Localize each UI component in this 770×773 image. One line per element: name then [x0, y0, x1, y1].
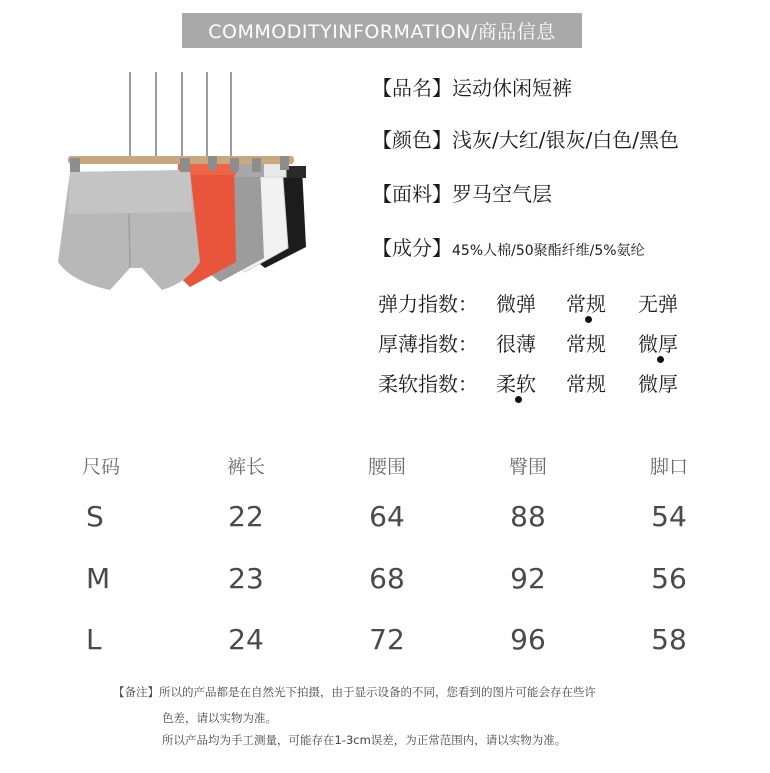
- scale-selected-dot: [657, 356, 664, 363]
- table-cell: 64: [369, 500, 405, 533]
- table-header: 裤长: [226, 456, 265, 478]
- note-line-1: 【备注】所以的产品都是在自然光下拍摄，由于显示设备的不同，您看到的图片可能会存在些许: [113, 685, 596, 699]
- scale-selected-dot: [585, 316, 592, 323]
- attribute-label: 【成分】: [372, 236, 452, 260]
- scale-thickness: [378, 328, 738, 358]
- table-cell-size: S: [86, 500, 104, 533]
- attribute-label: 【颜色】: [372, 128, 452, 152]
- attribute-label: 【品名】: [372, 76, 452, 100]
- scale-option: 无弹: [638, 292, 678, 316]
- note-line-2: 色差，请以实物为准。: [162, 711, 277, 725]
- attribute-product-name: [372, 72, 572, 101]
- scale-selected-dot: [515, 396, 522, 403]
- scale-softness: [378, 368, 738, 398]
- scale-option: 微厚: [638, 332, 678, 356]
- table-header: 腰围: [367, 456, 406, 478]
- attribute-fabric: [372, 178, 552, 207]
- table-cell: 96: [510, 623, 546, 656]
- table-cell: 22: [228, 500, 264, 533]
- table-cell: 92: [510, 562, 546, 595]
- table-cell: 23: [228, 562, 264, 595]
- attribute-color: [372, 124, 679, 153]
- attribute-composition: [372, 232, 645, 261]
- table-header: 尺码: [82, 456, 121, 478]
- attribute-value: 罗马空气层: [452, 182, 552, 206]
- attribute-label: 【面料】: [372, 182, 452, 206]
- scale-label: 弹力指数：: [378, 292, 478, 316]
- scale-option: 常规: [566, 332, 606, 356]
- table-cell: 68: [369, 562, 405, 595]
- product-photo-shorts: [50, 72, 320, 302]
- table-cell: 72: [369, 623, 405, 656]
- table-cell: 88: [510, 500, 546, 533]
- scale-option: 微弹: [496, 292, 536, 316]
- attribute-value: 45%人棉/50聚酯纤维/5%氨纶: [452, 243, 645, 259]
- note-line-3: 所以产品均为手工测量，可能存在1-3cm误差，为正常范围内，请以实物为准。: [162, 733, 567, 747]
- table-cell-size: L: [86, 623, 102, 656]
- table-header: 脚口: [649, 456, 688, 478]
- scale-option: 常规: [566, 292, 606, 316]
- table-cell: 54: [651, 500, 687, 533]
- table-cell-size: M: [86, 562, 111, 595]
- table-cell: 58: [651, 623, 687, 656]
- scale-option: 很薄: [496, 332, 536, 356]
- scale-option: 微厚: [638, 372, 678, 396]
- scale-option: 常规: [566, 372, 606, 396]
- attribute-value: 运动休闲短裤: [452, 76, 572, 100]
- attribute-value: 浅灰/大红/银灰/白色/黑色: [452, 128, 679, 152]
- scale-option: 柔软: [496, 372, 536, 396]
- scale-elasticity: [378, 288, 738, 318]
- table-cell: 56: [651, 562, 687, 595]
- table-cell: 24: [228, 623, 264, 656]
- section-header-title: COMMODITYINFORMATION/商品信息: [208, 21, 556, 43]
- scale-label: 柔软指数：: [378, 372, 478, 396]
- section-header: [182, 13, 582, 48]
- table-header: 臀围: [508, 456, 547, 478]
- scale-label: 厚薄指数：: [378, 332, 478, 356]
